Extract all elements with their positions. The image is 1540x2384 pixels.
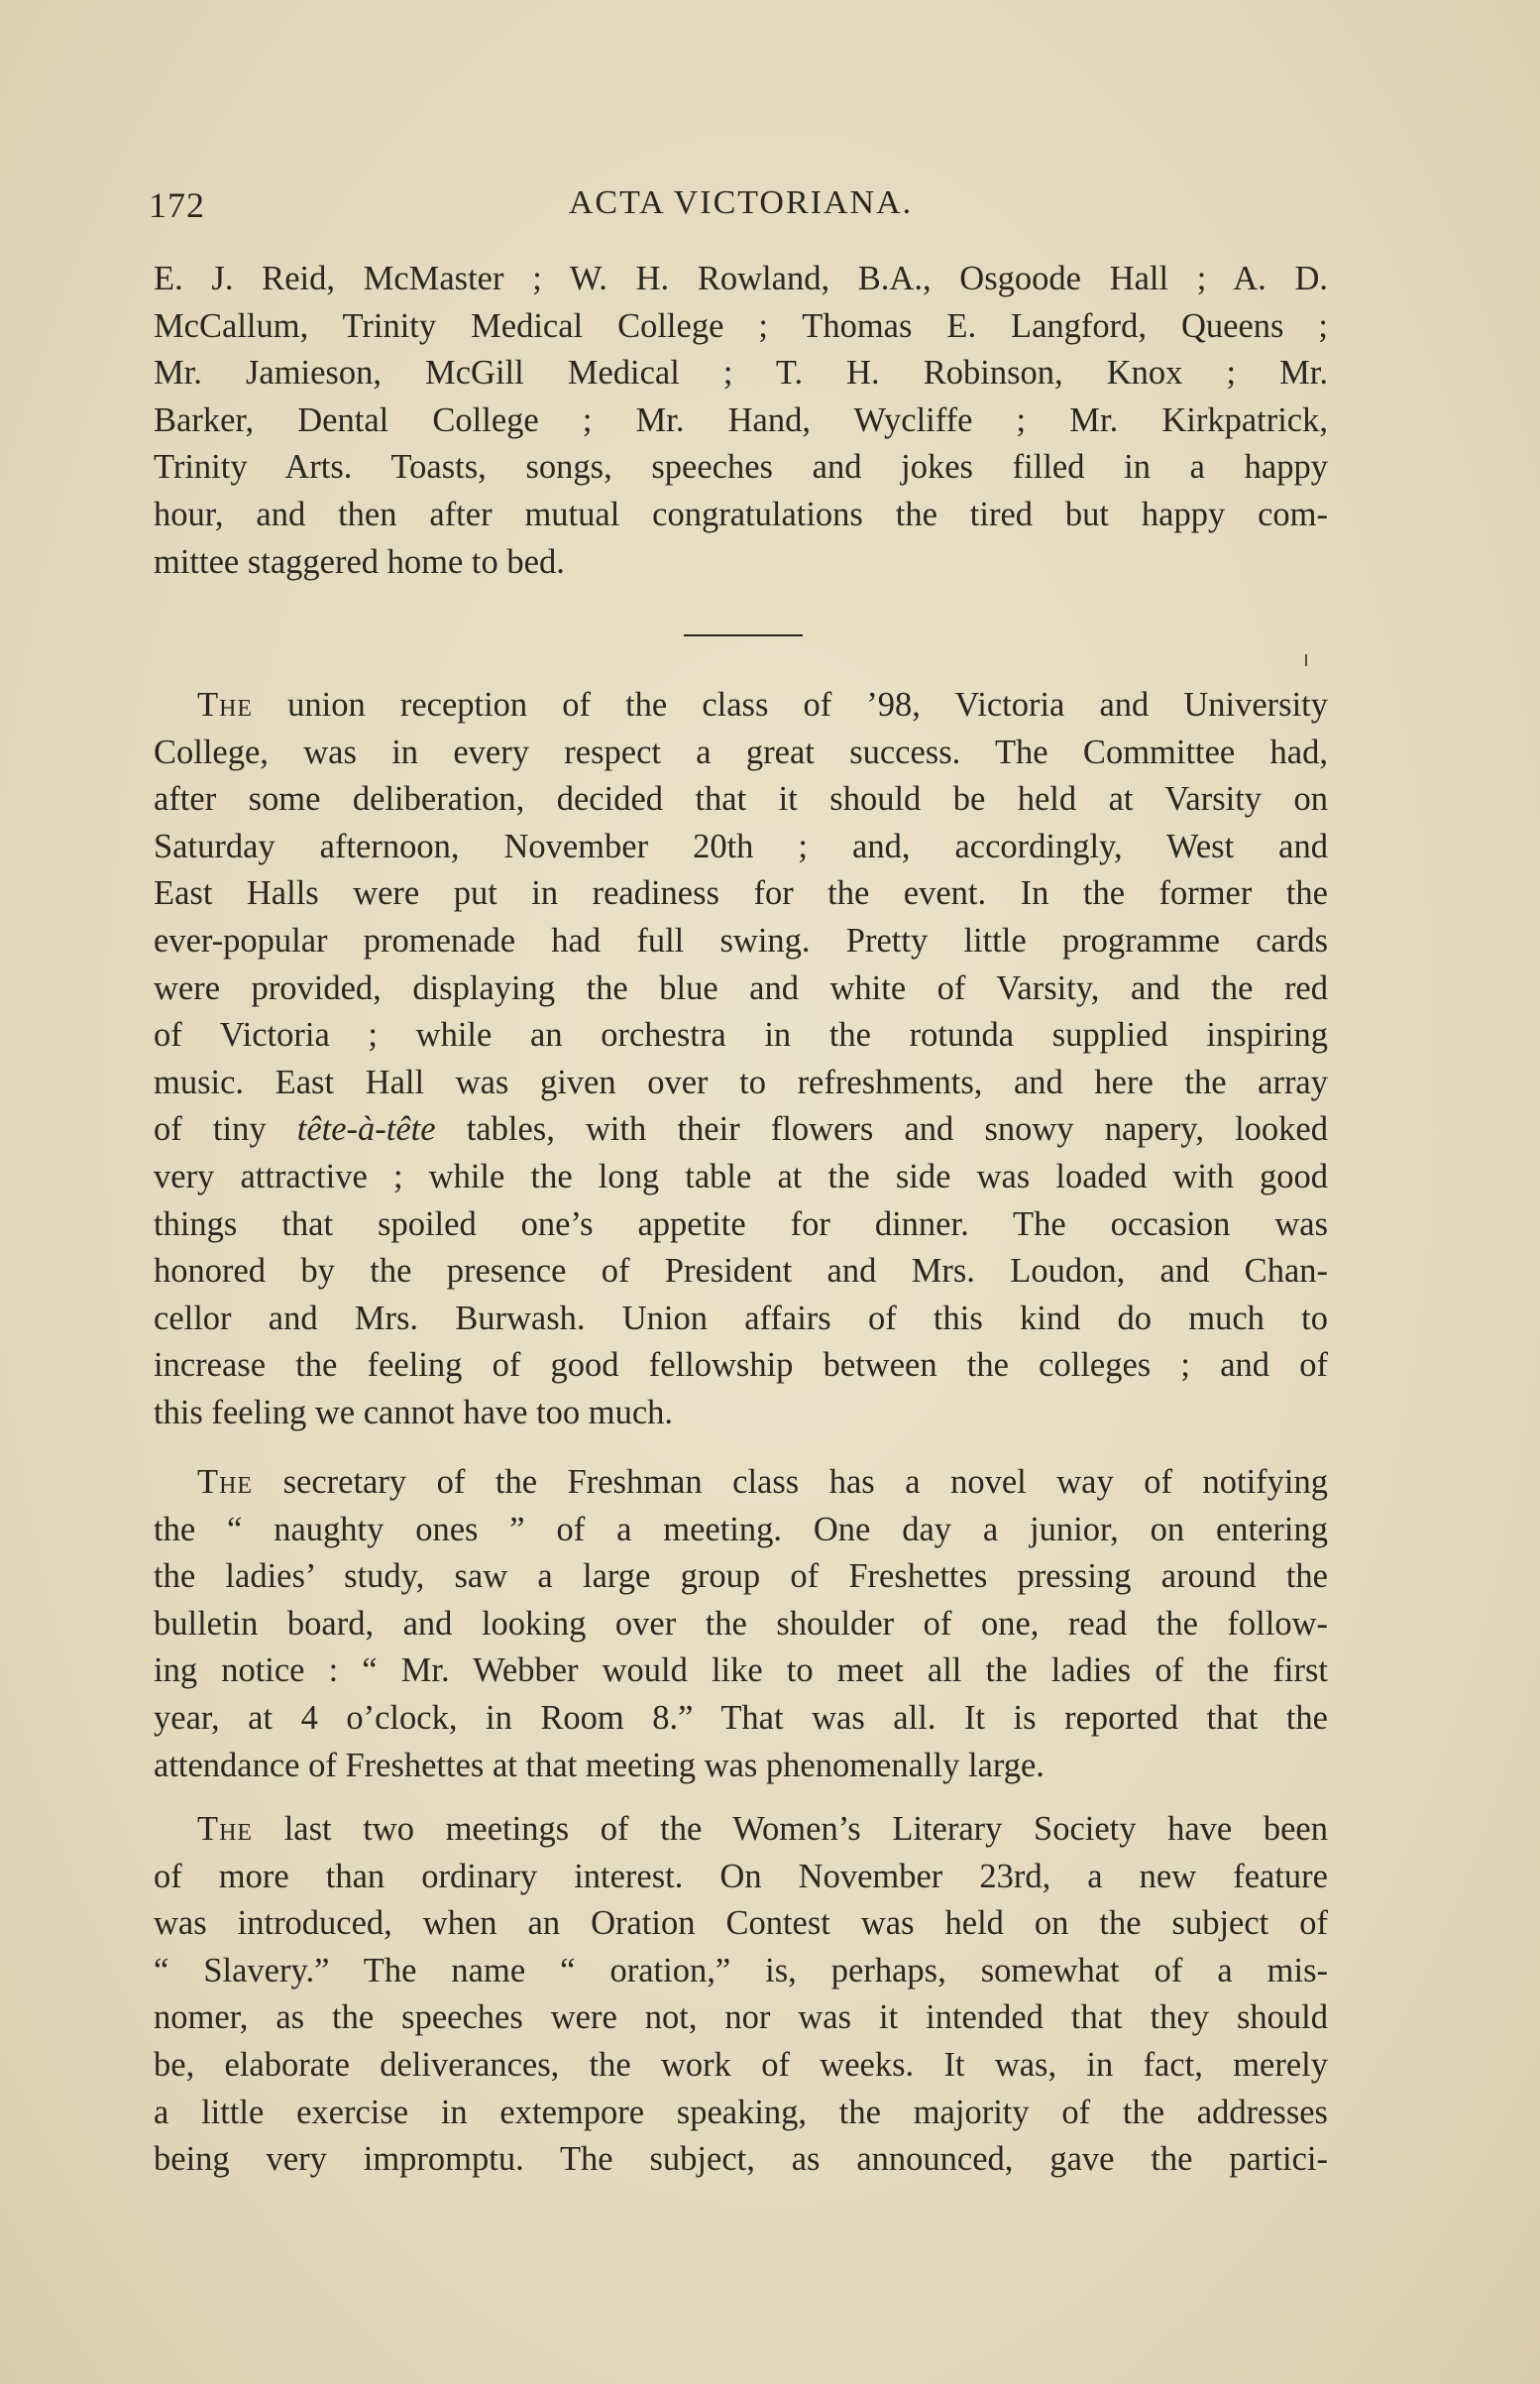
text-line: of more than ordinary interest. On November 23rd, a new feature (154, 1857, 1328, 1895)
text-line: a little exercise in extempore speaking, the majority of the addresses (154, 2093, 1328, 2131)
text-line: mittee staggered home to bed. (154, 542, 565, 581)
lead-word: The (197, 1810, 254, 1848)
paragraph-continuation (154, 256, 1328, 586)
text-line: Saturday afternoon, November 20th ; and, accordingly, West and (154, 827, 1328, 865)
text-line: the ladies’ study, saw a large group of Freshettes pressing around the (154, 1557, 1328, 1596)
text-line: being very impromptu. The subject, as announced, gave the partici- (154, 2140, 1328, 2179)
paragraph-womens-literary-society (154, 1806, 1328, 2184)
text-line: very attractive ; while the long table at the side was loaded with good (154, 1157, 1328, 1195)
text-line (154, 1106, 1328, 1154)
paragraph-union-reception (154, 682, 1328, 1437)
lead-line-text: secretary of the Freshman class has a novel way of notifying (253, 1463, 1328, 1501)
text-line (154, 1806, 1328, 1854)
page-header (149, 184, 1333, 234)
text-line: were provided, displaying the blue and white of Varsity, and the red (154, 968, 1328, 1007)
paper-speck (1305, 654, 1307, 666)
italic-phrase: tête-à-tête (296, 1110, 436, 1149)
text-line: year, at 4 o’clock, in Room 8.” That was all. It is reported that the (154, 1698, 1328, 1737)
text-line: be, elaborate deliverances, the work of weeks. It was, in fact, merely (154, 2045, 1328, 2084)
text-line: of Victoria ; while an orchestra in the rotunda supplied inspiring (154, 1016, 1328, 1055)
text-line: the “ naughty ones ” of a meeting. One day a junior, on entering (154, 1510, 1328, 1548)
text-line: music. East Hall was given over to refreshments, and here the array (154, 1063, 1328, 1101)
section-divider (684, 634, 803, 636)
lead-line-text: last two meetings of the Women’s Literary Society have been (253, 1810, 1328, 1848)
text-line: E. J. Reid, McMaster ; W. H. Rowland, B.A., Osgoode Hall ; A. D. (154, 260, 1328, 297)
text-line: ever-popular promenade had full swing. Pretty little programme cards (154, 921, 1328, 960)
text-line: increase the feeling of good fellowship between the colleges ; and of (154, 1346, 1328, 1385)
text-line: things that spoiled one’s appetite for dinner. The occasion was (154, 1204, 1328, 1243)
text-line: College, was in every respect a great success. The Committee had, (154, 733, 1328, 771)
text-line: East Halls were put in readiness for the event. In the former the (154, 874, 1328, 913)
text-line: Barker, Dental College ; Mr. Hand, Wycliffe ; Mr. Kirkpatrick, (154, 400, 1328, 439)
text-line: was introduced, when an Oration Contest was held on the subject of (154, 1904, 1328, 1943)
text-line (154, 682, 1328, 730)
running-title: ACTA VICTORIANA. (568, 184, 914, 221)
paragraph-freshman-secretary (154, 1459, 1328, 1789)
line-start: of tiny (154, 1110, 297, 1149)
text-line (154, 1459, 1328, 1507)
page-number: 172 (149, 185, 205, 225)
lead-line-text: union reception of the class of ’98, Victoria and University (253, 686, 1328, 724)
text-line: Mr. Jamieson, McGill Medical ; T. H. Robinson, Knox ; Mr. (154, 354, 1328, 393)
lead-word: The (197, 686, 254, 724)
text-line: attendance of Freshettes at that meeting was phenomenally large. (154, 1746, 1045, 1784)
text-line: hour, and then after mutual congratulations the tired but happy com- (154, 495, 1328, 533)
text-line: McCallum, Trinity Medical College ; Thomas E. Langford, Queens ; (154, 306, 1328, 345)
text-line: this feeling we cannot have too much. (154, 1393, 674, 1431)
line-end: tables, with their flowers and snowy napery, looked (435, 1110, 1328, 1149)
text-line: “ Slavery.” The name “ oration,” is, perhaps, somewhat of a mis- (154, 1951, 1328, 1989)
text-line: ing notice : “ Mr. Webber would like to meet all the ladies of the first (154, 1651, 1328, 1690)
text-line: cellor and Mrs. Burwash. Union affairs of this kind do much to (154, 1299, 1328, 1337)
text-line: bulletin board, and looking over the shoulder of one, read the follow- (154, 1604, 1328, 1643)
text-line: after some deliberation, decided that it should be held at Varsity on (154, 780, 1328, 819)
text-line: nomer, as the speeches were not, nor was it intended that they should (154, 1998, 1328, 2037)
text-line: Trinity Arts. Toasts, songs, speeches and jokes filled in a happy (154, 448, 1328, 487)
lead-word: The (197, 1463, 254, 1501)
text-line: honored by the presence of President and Mrs. Loudon, and Chan- (154, 1252, 1328, 1291)
